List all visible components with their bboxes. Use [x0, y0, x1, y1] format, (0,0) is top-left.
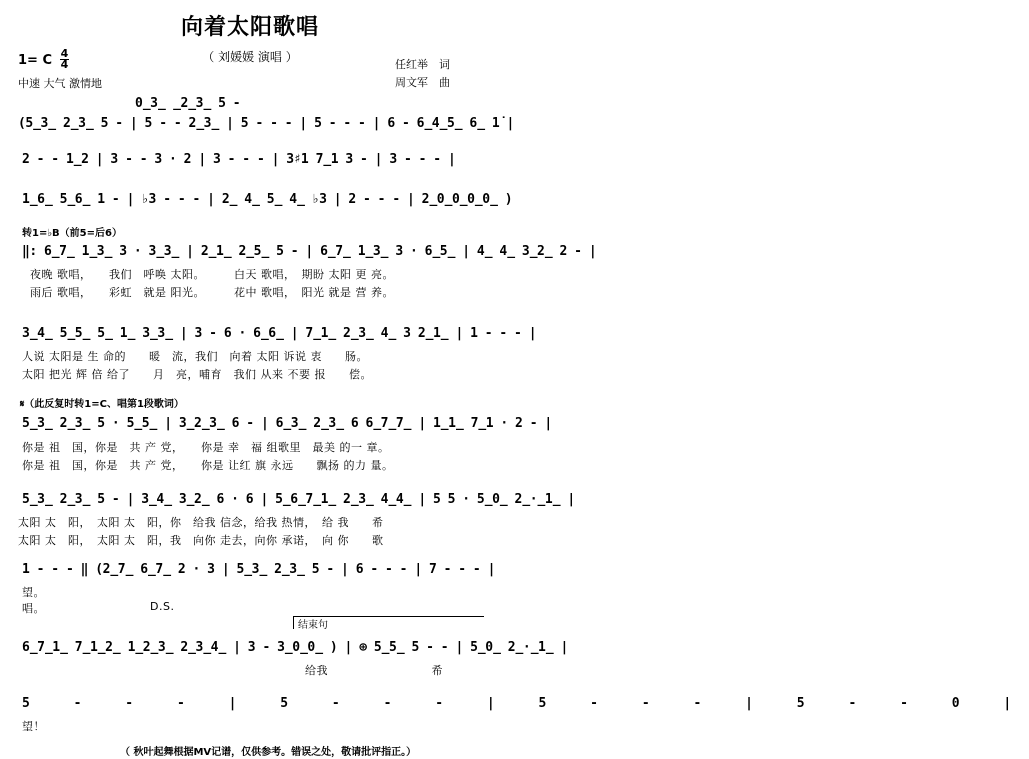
lyric-row-9: 给我 希 [305, 664, 443, 677]
coda-label: 结束句 [298, 620, 328, 631]
score-row-6: 5̲3̲ 2̲3̲ 5 · 5̲5̲ | 3̲2̲3̲ 6 - | 6̲3̲ 2̲3̲ 6 6̲7̲7̲ | 1̲1̲ 7̲1 · 2 - | [22, 416, 552, 431]
lyric-row-5b: 太阳 把光 辉 倍 给了 月 亮，哺育 我们 从来 不要 报 偿。 [22, 368, 372, 381]
lyric-row-8b: 唱。 [22, 602, 45, 615]
time-signature [60, 49, 69, 70]
transcription-note: （ 秋叶起舞根据MV记谱，仅供参考。错误之处，敬请批评指正。） [120, 747, 417, 758]
score-row-5: 3̲4̲ 5̲5̲ 5̲ 1̲ 3̲3̲ | 3 - 6 · 6̲6̲ | 7̲1̲ 2̲3̲ 4̲ 3 2̲1̲ | 1 - - - | [22, 326, 537, 341]
lyric-row-6a: 你是 祖 国，你是 共 产 党， 你是 幸 福 组歌里 最美 的一 章。 [22, 441, 390, 454]
lyric-row-10: 望！ [22, 720, 45, 733]
score-row-8: 1 - - - ‖ (2̲7̲ 6̲7̲ 2 · 3 | 5̲3̲ 2̲3̲ 5 - | 6 - - - | 7 - - - | [22, 562, 495, 577]
lyric-row-8a: 望。 [22, 586, 45, 599]
meter-bottom: 4 [60, 58, 69, 71]
key-signature: 1= C [18, 53, 53, 68]
lyric-row-7a: 太阳 太 阳， 太阳 太 阳，你 给我 信念，给我 热情， 给 我 希 [18, 516, 384, 529]
lyric-row-5a: 人说 太阳是 生 命的 暖 流，我们 向着 太阳 诉说 衷 肠。 [22, 350, 368, 363]
lyric-row-4a: 夜晚 歌唱， 我们 呼唤 太阳。 白天 歌唱， 期盼 太阳 更 亮。 [30, 268, 394, 281]
segno-instruction: 𝄋（此反复时转1=C、唱第1段歌词） [20, 399, 184, 410]
score-row-2: 2 - - 1̲2 | 3 - - 3 · 2 | 3 - - - | 3♯1 7̲1 3 - | 3 - - - | [22, 152, 456, 167]
singer-credit: （ 刘媛媛 演唱 ） [202, 50, 298, 64]
score-row-9: 6̲7̲1̲ 7̲1̲2̲ 1̲2̲3̲ 2̲3̲4̲ | 3 - 3̲0̲0̲ ) | ⊕ 5̲5̲ 5 - - | 5̲0̲ 2̲·̲1̲ | [22, 640, 568, 655]
song-title: 向着太阳歌唱 [180, 15, 319, 40]
lyricist-credit: 任红举 词 [395, 58, 450, 71]
score-row-10: 5 - - - | 5 - - - | 5 - - - | 5 - - 0 | [22, 696, 1029, 711]
score-row-3: 1̲6̲ 5̲6̲ 1 - | ♭3 - - - | 2̲ 4̲ 5̲ 4̲ ♭3 | 2 - - - | 2̲0̲0̲0̲0̲ ) [22, 192, 513, 207]
modulation-note: 转1=♭B（前5=后6） [22, 228, 122, 239]
score-row-4: ‖: 6̲7̲ 1̲3̲ 3 · 3̲3̲ | 2̲1̲ 2̲5̲ 5 - | 6̲7̲ 1̲3̲ 3 · 6̲5̲ | 4̲ 4̲ 3̲2̲ 2 - | [22, 244, 597, 259]
score-row-7: 5̲3̲ 2̲3̲ 5 - | 3̲4̲ 3̲2̲ 6 · 6 | 5̲6̲7̲1̲ 2̲3̲ 4̲4̲ | 5 5 · 5̲0̲ 2̲·̲1̲ | [22, 492, 575, 507]
tempo-marking: 中速 大气 激情地 [18, 77, 102, 90]
score-row-1: (5̲3̲ 2̲3̲ 5 - | 5 - - 2̲3̲ | 5 - - - | 5 - - - | 6 - 6̲4̲5̲ 6̲ 1̇ | [18, 116, 514, 131]
lyric-row-4b: 雨后 歌唱， 彩虹 就是 阳光。 花中 歌唱， 阳光 就是 营 养。 [30, 286, 394, 299]
lyric-row-7b: 太阳 太 阳， 太阳 太 阳，我 向你 走去，向你 承诺， 向 你 歌 [18, 534, 384, 547]
lyric-row-6b: 你是 祖 国，你是 共 产 党， 你是 让红 旗 永远 飘扬 的力 量。 [22, 459, 394, 472]
meter-top: 4 [60, 47, 69, 60]
intro-upper-notes: 0̲3̲ ̲2̲3̲ 5 - [135, 96, 241, 111]
composer-credit: 周文军 曲 [395, 76, 450, 89]
dal-segno: D.S. [150, 600, 175, 613]
